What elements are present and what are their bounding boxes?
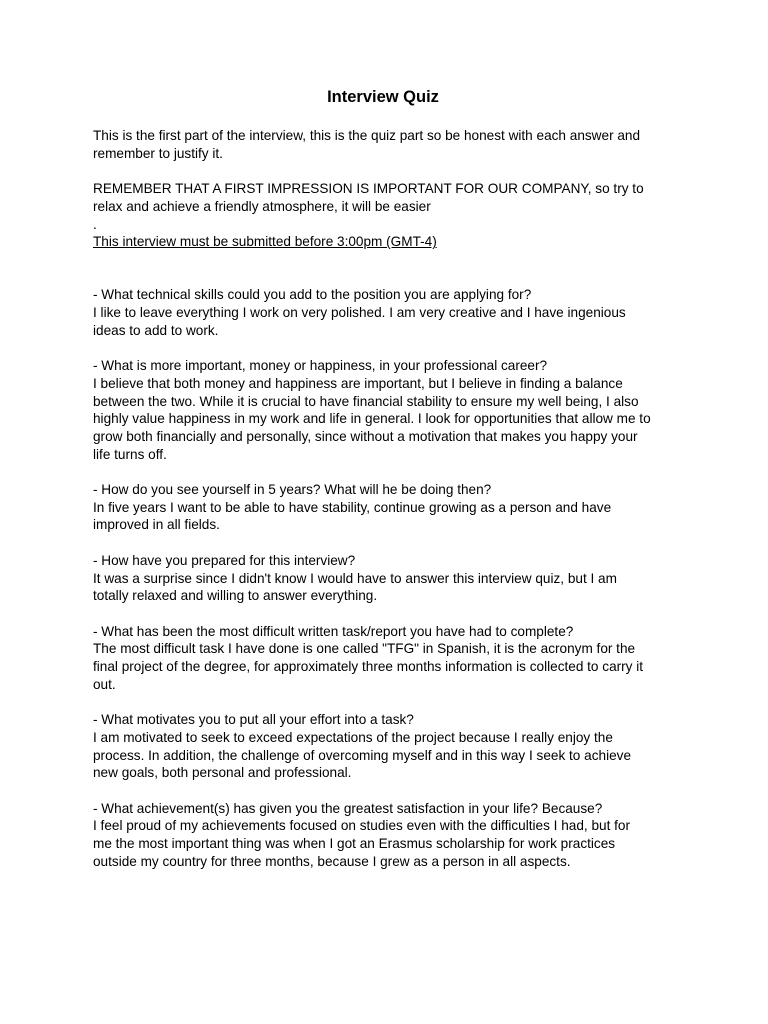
qa-item: [93, 623, 693, 694]
answer-text: In five years I want to be able to have stability, continue growing as a person and have improved in all fields.: [93, 499, 612, 533]
reminder-paragraph: REMEMBER THAT A FIRST IMPRESSION IS IMPORTANT FOR OUR COMPANY, so try to relax and achieve a friendly atmosphere, it will be easier: [93, 181, 644, 214]
qa-item: [93, 552, 693, 605]
answer-text: The most difficult task I have done is one called "TFG" in Spanish, it is the acronym for the final project of the degree, for approximately three months information is collected to carry it out.: [93, 641, 644, 692]
question-text: - How have you prepared for this interview?: [93, 552, 356, 568]
stray-period: .: [93, 216, 97, 232]
question-text: - What technical skills could you add to the position you are applying for?: [93, 287, 532, 303]
question-text: - What has been the most difficult written task/report you have had to complete?: [93, 623, 574, 639]
qa-item: [93, 357, 693, 463]
qa-item: [93, 286, 693, 339]
spacer: [93, 251, 693, 286]
qa-item: [93, 481, 693, 534]
spacer: [93, 162, 693, 180]
document-title: Interview Quiz: [327, 88, 439, 106]
document-body: [93, 127, 693, 888]
question-text: - What motivates you to put all your effort into a task?: [93, 712, 414, 728]
deadline-notice: This interview must be submitted before 3:00pm (GMT-4): [93, 234, 437, 250]
intro-paragraph: This is the first part of the interview, this is the quiz part so be honest with each answer and remember to justify it.: [93, 128, 641, 161]
answer-text: I like to leave everything I work on very polished. I am very creative and I have ingenious ideas to add to work.: [93, 305, 626, 338]
answer-text: It was a surprise since I didn't know I would have to answer this interview quiz, but I am totally relaxed and willing to answer everything.: [93, 570, 617, 604]
answer-text: I believe that both money and happiness are important, but I believe in finding a balance between the two. While it is crucial to have financial stability to ensure my well being, I also highly value happiness in my work and life in general. I look for opportunities that allow me to grow both financially and personally, since without a motivation that makes you happy your life turns off.: [93, 375, 651, 462]
question-text: - What is more important, money or happiness, in your professional career?: [93, 358, 548, 374]
qa-item: [93, 800, 693, 871]
answer-text: I feel proud of my achievements focused on studies even with the difficulties I had, but for me the most important thing was when I got an Erasmus scholarship for work practices outside my country for three months, because I grew as a person in all aspects.: [93, 818, 631, 869]
question-text: - What achievement(s) has given you the greatest satisfaction in your life? Because?: [93, 800, 603, 816]
answer-text: I am motivated to seek to exceed expectations of the project because I really enjoy the process. In addition, the challenge of overcoming myself and in this way I seek to achieve new goals, both personal and professional.: [93, 729, 632, 781]
qa-item: [93, 711, 693, 782]
question-text: - How do you see yourself in 5 years? What will he be doing then?: [93, 482, 492, 497]
